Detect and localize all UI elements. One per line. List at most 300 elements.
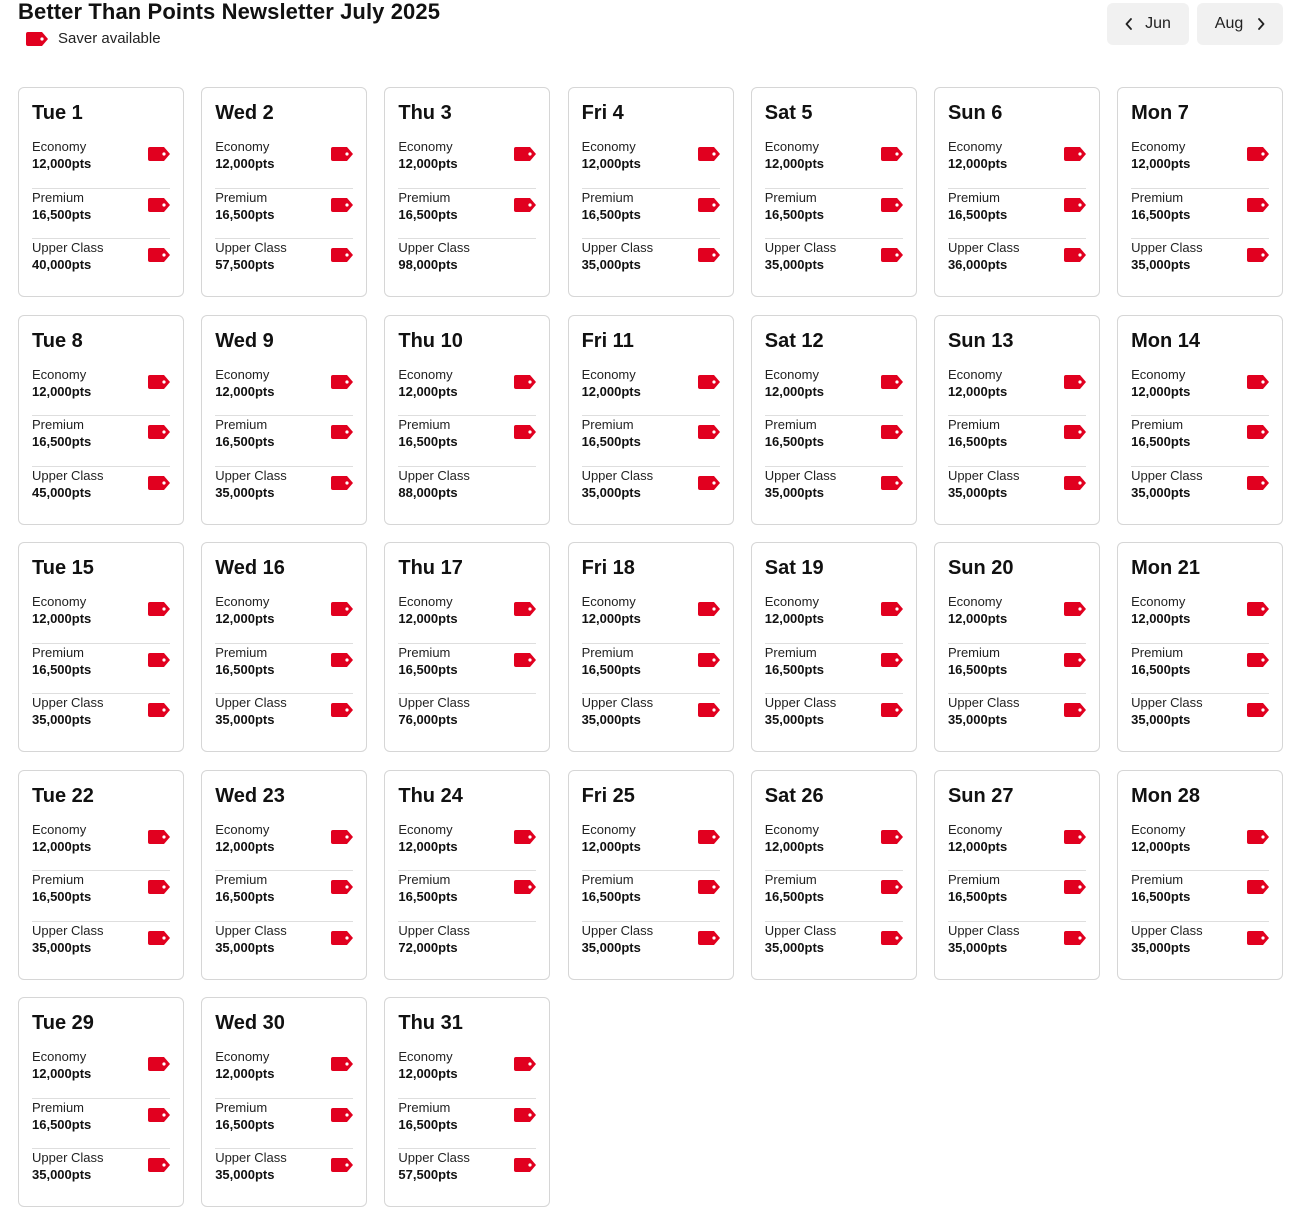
fare-class: Premium bbox=[947, 644, 1000, 660]
fare-points: 35,000pts bbox=[581, 939, 641, 955]
fare-row[interactable] bbox=[948, 416, 1086, 467]
fare-row[interactable] bbox=[32, 871, 170, 922]
tag-icon bbox=[514, 830, 536, 844]
fare-points: 12,000pts bbox=[215, 838, 275, 854]
fare-class: Economy bbox=[398, 821, 453, 837]
fare-class: Upper Class bbox=[581, 240, 654, 255]
fare-row[interactable] bbox=[398, 922, 536, 973]
fare-row[interactable] bbox=[215, 239, 353, 290]
fare-row[interactable] bbox=[765, 821, 903, 872]
fare-row[interactable] bbox=[765, 366, 903, 417]
day-card[interactable] bbox=[201, 770, 367, 980]
fare-row[interactable] bbox=[32, 416, 170, 467]
fare-row[interactable] bbox=[1131, 366, 1269, 417]
fare-class: Upper Class bbox=[398, 695, 470, 710]
fare-row[interactable] bbox=[1131, 138, 1269, 189]
fare-list bbox=[398, 1048, 536, 1200]
fare-class: Premium bbox=[764, 644, 817, 660]
fare-class: Upper Class bbox=[947, 240, 1020, 255]
fare-list bbox=[948, 138, 1086, 290]
fare-class: Economy bbox=[1131, 366, 1186, 382]
prev-month-label: Jun bbox=[1145, 15, 1171, 32]
fare-row[interactable] bbox=[765, 593, 903, 644]
fare-row[interactable] bbox=[215, 821, 353, 872]
fare-points: 35,000pts bbox=[581, 257, 641, 272]
fare-row[interactable] bbox=[398, 593, 536, 644]
fare-row[interactable] bbox=[215, 366, 353, 417]
fare-points: 16,500pts bbox=[398, 434, 458, 449]
fare-row[interactable] bbox=[765, 416, 903, 467]
fare-row[interactable] bbox=[765, 189, 903, 240]
fare-points: 16,500pts bbox=[215, 661, 275, 677]
tag-icon bbox=[1064, 880, 1086, 894]
day-card[interactable] bbox=[934, 87, 1100, 297]
day-label: Thu 3 bbox=[398, 102, 452, 124]
fare-class: Upper Class bbox=[215, 240, 287, 255]
day-label: Thu 10 bbox=[398, 329, 463, 352]
fare-row[interactable] bbox=[32, 694, 170, 745]
fare-row[interactable] bbox=[32, 239, 170, 290]
fare-points: 16,500pts bbox=[215, 434, 275, 449]
fare-class: Premium bbox=[32, 189, 85, 205]
fare-class: Upper Class bbox=[764, 922, 837, 938]
day-card[interactable] bbox=[751, 87, 917, 297]
fare-row[interactable] bbox=[582, 467, 720, 518]
fare-class: Upper Class bbox=[215, 467, 287, 483]
tag-icon bbox=[331, 375, 353, 389]
fare-row[interactable] bbox=[582, 821, 720, 872]
fare-row[interactable] bbox=[32, 138, 170, 189]
day-card[interactable] bbox=[568, 315, 734, 525]
fare-row[interactable] bbox=[948, 694, 1086, 745]
fare-points: 35,000pts bbox=[764, 257, 825, 272]
fare-points: 12,000pts bbox=[215, 1066, 275, 1081]
day-label: Wed 2 bbox=[215, 102, 274, 124]
fare-class: Upper Class bbox=[764, 695, 837, 710]
fare-points: 88,000pts bbox=[398, 484, 458, 500]
fare-class: Upper Class bbox=[764, 467, 837, 483]
fare-points: 12,000pts bbox=[215, 611, 275, 626]
fare-points: 12,000pts bbox=[764, 838, 825, 854]
fare-row[interactable] bbox=[765, 644, 903, 695]
fare-row[interactable] bbox=[398, 1149, 536, 1200]
fare-points: 35,000pts bbox=[215, 484, 275, 500]
fare-row[interactable] bbox=[398, 694, 536, 745]
day-card[interactable] bbox=[201, 87, 367, 297]
fare-points: 16,500pts bbox=[32, 1116, 92, 1132]
day-label: Mon 21 bbox=[1131, 557, 1201, 579]
day-card[interactable] bbox=[18, 542, 184, 752]
fare-points: 16,500pts bbox=[1131, 661, 1191, 677]
fare-row[interactable] bbox=[1131, 467, 1269, 518]
day-card[interactable] bbox=[934, 315, 1100, 525]
tag-icon bbox=[148, 476, 170, 490]
fare-row[interactable] bbox=[948, 467, 1086, 518]
tag-icon bbox=[698, 476, 720, 490]
fare-row[interactable] bbox=[765, 239, 903, 290]
fare-class: Economy bbox=[581, 821, 636, 837]
day-card[interactable] bbox=[18, 770, 184, 980]
fare-points: 12,000pts bbox=[764, 156, 825, 171]
fare-class: Premium bbox=[581, 189, 634, 205]
tag-icon bbox=[1064, 703, 1086, 717]
fare-row[interactable] bbox=[398, 138, 536, 189]
fare-class: Upper Class bbox=[32, 922, 104, 938]
tag-icon bbox=[1064, 198, 1086, 212]
fare-row[interactable] bbox=[32, 1099, 170, 1150]
day-card[interactable] bbox=[384, 315, 550, 525]
tag-icon bbox=[698, 880, 720, 894]
fare-class: Upper Class bbox=[398, 922, 470, 938]
fare-points: 16,500pts bbox=[1131, 206, 1191, 222]
fare-row[interactable] bbox=[948, 138, 1086, 189]
fare-points: 12,000pts bbox=[764, 611, 825, 626]
day-card[interactable] bbox=[568, 542, 734, 752]
fare-class: Upper Class bbox=[398, 240, 470, 255]
fare-points: 12,000pts bbox=[1131, 611, 1191, 626]
fare-class: Premium bbox=[1131, 417, 1184, 432]
fare-class: Premium bbox=[581, 417, 634, 432]
tag-icon bbox=[1064, 147, 1086, 161]
fare-points: 12,000pts bbox=[398, 156, 458, 171]
day-label: Tue 22 bbox=[32, 784, 94, 807]
day-label: Fri 18 bbox=[581, 557, 635, 579]
fare-row[interactable] bbox=[215, 922, 353, 973]
fare-row[interactable] bbox=[32, 644, 170, 695]
tag-icon bbox=[881, 931, 903, 945]
fare-points: 57,500pts bbox=[215, 257, 275, 272]
day-card[interactable] bbox=[751, 542, 917, 752]
fare-row[interactable] bbox=[582, 189, 720, 240]
fare-class: Upper Class bbox=[581, 922, 654, 938]
fare-row[interactable] bbox=[398, 416, 536, 467]
tag-icon bbox=[148, 425, 170, 439]
tag-icon bbox=[698, 931, 720, 945]
day-label: Sat 19 bbox=[764, 557, 824, 579]
fare-row[interactable] bbox=[398, 1099, 536, 1150]
fare-points: 12,000pts bbox=[581, 383, 641, 399]
fare-class: Upper Class bbox=[32, 1150, 104, 1165]
fare-class: Economy bbox=[215, 821, 270, 837]
fare-points: 35,000pts bbox=[32, 939, 92, 955]
fare-row[interactable] bbox=[398, 871, 536, 922]
fare-row[interactable] bbox=[1131, 821, 1269, 872]
fare-row[interactable] bbox=[765, 467, 903, 518]
fare-points: 35,000pts bbox=[32, 712, 92, 727]
fare-row[interactable] bbox=[582, 593, 720, 644]
fare-row[interactable] bbox=[948, 644, 1086, 695]
tag-icon bbox=[148, 931, 170, 945]
fare-points: 45,000pts bbox=[32, 484, 92, 500]
fare-row[interactable] bbox=[765, 922, 903, 973]
fare-class: Upper Class bbox=[581, 695, 654, 710]
fare-row[interactable] bbox=[1131, 593, 1269, 644]
fare-points: 12,000pts bbox=[947, 383, 1008, 399]
fare-points: 16,500pts bbox=[215, 206, 275, 222]
fare-list bbox=[765, 366, 903, 518]
day-card[interactable] bbox=[1117, 315, 1283, 525]
fare-row[interactable] bbox=[215, 416, 353, 467]
fare-row[interactable] bbox=[32, 922, 170, 973]
day-card[interactable] bbox=[568, 87, 734, 297]
fare-points: 16,500pts bbox=[398, 889, 458, 904]
fare-points: 57,500pts bbox=[398, 1167, 458, 1182]
fare-points: 12,000pts bbox=[1131, 156, 1191, 171]
fare-points: 12,000pts bbox=[398, 838, 458, 854]
fare-row[interactable] bbox=[32, 821, 170, 872]
fare-points: 35,000pts bbox=[215, 939, 275, 955]
fare-row[interactable] bbox=[948, 871, 1086, 922]
fare-row[interactable] bbox=[582, 871, 720, 922]
fare-row[interactable] bbox=[948, 593, 1086, 644]
fare-row[interactable] bbox=[32, 189, 170, 240]
fare-class: Economy bbox=[764, 821, 819, 837]
fare-class: Upper Class bbox=[215, 1150, 287, 1165]
fare-class: Premium bbox=[32, 644, 85, 660]
fare-row[interactable] bbox=[398, 1048, 536, 1099]
fare-class: Premium bbox=[764, 872, 817, 887]
tag-icon bbox=[148, 1158, 170, 1172]
fare-points: 12,000pts bbox=[398, 383, 458, 399]
tag-icon bbox=[1064, 248, 1086, 262]
fare-points: 16,500pts bbox=[215, 1116, 275, 1132]
fare-row[interactable] bbox=[32, 1048, 170, 1099]
fare-row[interactable] bbox=[32, 1149, 170, 1200]
fare-row[interactable] bbox=[582, 922, 720, 973]
fare-points: 16,500pts bbox=[32, 661, 92, 677]
fare-list bbox=[215, 366, 353, 518]
fare-row[interactable] bbox=[582, 694, 720, 745]
fare-row[interactable] bbox=[765, 138, 903, 189]
fare-points: 12,000pts bbox=[32, 156, 92, 171]
fare-class: Premium bbox=[1131, 644, 1184, 660]
fare-points: 12,000pts bbox=[32, 1066, 92, 1081]
fare-points: 16,500pts bbox=[398, 661, 458, 677]
fare-list bbox=[765, 138, 903, 290]
day-label: Sat 26 bbox=[764, 784, 824, 807]
fare-row[interactable] bbox=[32, 467, 170, 518]
tag-icon bbox=[1247, 653, 1269, 667]
day-card[interactable] bbox=[934, 542, 1100, 752]
day-card[interactable] bbox=[384, 87, 550, 297]
day-card[interactable] bbox=[201, 997, 367, 1207]
tag-icon bbox=[331, 602, 353, 616]
fare-row[interactable] bbox=[398, 239, 536, 290]
fare-points: 12,000pts bbox=[764, 383, 825, 399]
tag-icon bbox=[148, 1108, 170, 1122]
fare-points: 35,000pts bbox=[215, 1167, 275, 1182]
day-card[interactable] bbox=[18, 315, 184, 525]
fare-row[interactable] bbox=[948, 239, 1086, 290]
day-card[interactable] bbox=[384, 770, 550, 980]
tag-icon bbox=[698, 425, 720, 439]
fare-points: 16,500pts bbox=[581, 661, 641, 677]
fare-row[interactable] bbox=[215, 1149, 353, 1200]
tag-icon bbox=[1247, 602, 1269, 616]
fare-points: 35,000pts bbox=[581, 484, 641, 500]
day-card[interactable] bbox=[18, 997, 184, 1207]
fare-points: 16,500pts bbox=[215, 889, 275, 904]
tag-icon bbox=[881, 602, 903, 616]
page-title: Better Than Points Newsletter July 2025 bbox=[18, 0, 441, 24]
tag-icon bbox=[881, 476, 903, 490]
fare-row[interactable] bbox=[215, 138, 353, 189]
fare-row[interactable] bbox=[582, 366, 720, 417]
day-card[interactable] bbox=[201, 315, 367, 525]
fare-class: Economy bbox=[947, 821, 1003, 837]
day-label: Thu 24 bbox=[398, 784, 463, 807]
fare-points: 16,500pts bbox=[947, 661, 1008, 677]
fare-row[interactable] bbox=[215, 694, 353, 745]
day-label: Wed 23 bbox=[215, 784, 285, 807]
tag-icon bbox=[148, 1057, 170, 1071]
fare-row[interactable] bbox=[398, 644, 536, 695]
fare-class: Upper Class bbox=[947, 467, 1020, 483]
prev-month-button[interactable] bbox=[1107, 3, 1189, 45]
fare-row[interactable] bbox=[948, 189, 1086, 240]
fare-row[interactable] bbox=[765, 694, 903, 745]
fare-row[interactable] bbox=[32, 366, 170, 417]
day-card[interactable] bbox=[1117, 87, 1283, 297]
chevron-left-icon bbox=[1125, 18, 1133, 30]
fare-row[interactable] bbox=[215, 467, 353, 518]
day-label: Wed 9 bbox=[215, 329, 274, 352]
fare-row[interactable] bbox=[215, 593, 353, 644]
tag-icon bbox=[514, 375, 536, 389]
day-label: Sat 12 bbox=[764, 329, 824, 352]
fare-list bbox=[32, 821, 170, 973]
tag-icon bbox=[1247, 198, 1269, 212]
day-label: Thu 31 bbox=[398, 1012, 463, 1034]
fare-row[interactable] bbox=[398, 821, 536, 872]
next-month-button[interactable] bbox=[1197, 3, 1283, 45]
day-label: Tue 8 bbox=[32, 329, 83, 352]
tag-icon bbox=[331, 248, 353, 262]
fare-class: Upper Class bbox=[1131, 240, 1203, 255]
tag-icon bbox=[331, 931, 353, 945]
fare-list bbox=[582, 138, 720, 290]
fare-row[interactable] bbox=[948, 922, 1086, 973]
fare-class: Premium bbox=[32, 872, 85, 887]
fare-points: 12,000pts bbox=[32, 611, 92, 626]
day-card[interactable] bbox=[751, 770, 917, 980]
tag-icon bbox=[1247, 880, 1269, 894]
fare-class: Economy bbox=[215, 139, 270, 154]
fare-class: Premium bbox=[215, 872, 268, 887]
fare-class: Upper Class bbox=[215, 695, 287, 710]
day-card[interactable] bbox=[18, 87, 184, 297]
tag-icon bbox=[698, 653, 720, 667]
fare-row[interactable] bbox=[1131, 189, 1269, 240]
fare-points: 16,500pts bbox=[947, 889, 1008, 904]
fare-class: Premium bbox=[581, 644, 634, 660]
fare-list bbox=[582, 593, 720, 745]
fare-row[interactable] bbox=[398, 366, 536, 417]
day-card[interactable] bbox=[201, 542, 367, 752]
fare-row[interactable] bbox=[582, 644, 720, 695]
fare-row[interactable] bbox=[398, 189, 536, 240]
fare-class: Upper Class bbox=[581, 467, 654, 483]
tag-icon bbox=[148, 375, 170, 389]
fare-class: Upper Class bbox=[947, 695, 1020, 710]
fare-points: 12,000pts bbox=[32, 838, 92, 854]
fare-points: 12,000pts bbox=[398, 1066, 458, 1081]
tag-icon bbox=[881, 147, 903, 161]
fare-row[interactable] bbox=[1131, 416, 1269, 467]
tag-icon bbox=[514, 880, 536, 894]
fare-class: Economy bbox=[398, 594, 453, 609]
fare-list bbox=[398, 593, 536, 745]
day-card[interactable] bbox=[384, 997, 550, 1207]
fare-row[interactable] bbox=[582, 138, 720, 189]
fare-row[interactable] bbox=[948, 366, 1086, 417]
legend bbox=[26, 30, 161, 47]
fare-row[interactable] bbox=[215, 871, 353, 922]
fare-row[interactable] bbox=[215, 189, 353, 240]
day-label: Wed 16 bbox=[215, 557, 285, 579]
fare-class: Economy bbox=[215, 366, 270, 382]
fare-class: Economy bbox=[215, 594, 270, 609]
fare-list bbox=[215, 138, 353, 290]
tag-icon bbox=[1064, 653, 1086, 667]
fare-row[interactable] bbox=[948, 821, 1086, 872]
tag-icon bbox=[514, 1108, 536, 1122]
fare-points: 35,000pts bbox=[1131, 484, 1191, 500]
fare-class: Economy bbox=[764, 139, 819, 154]
fare-row[interactable] bbox=[1131, 239, 1269, 290]
fare-row[interactable] bbox=[215, 1048, 353, 1099]
day-card[interactable] bbox=[384, 542, 550, 752]
fare-class: Premium bbox=[764, 189, 817, 205]
fare-row[interactable] bbox=[215, 644, 353, 695]
day-card[interactable] bbox=[568, 770, 734, 980]
tag-icon bbox=[331, 830, 353, 844]
fare-row[interactable] bbox=[1131, 871, 1269, 922]
tag-icon bbox=[514, 602, 536, 616]
fare-row[interactable] bbox=[582, 416, 720, 467]
tag-icon bbox=[331, 476, 353, 490]
fare-list bbox=[32, 1048, 170, 1200]
fare-row[interactable] bbox=[398, 467, 536, 518]
fare-row[interactable] bbox=[1131, 644, 1269, 695]
day-card[interactable] bbox=[934, 770, 1100, 980]
tag-icon bbox=[514, 198, 536, 212]
fare-points: 35,000pts bbox=[1131, 939, 1191, 955]
fare-row[interactable] bbox=[1131, 694, 1269, 745]
day-card[interactable] bbox=[1117, 770, 1283, 980]
tag-icon bbox=[881, 653, 903, 667]
fare-class: Upper Class bbox=[32, 695, 104, 710]
day-card[interactable] bbox=[1117, 542, 1283, 752]
tag-icon bbox=[1064, 375, 1086, 389]
tag-icon bbox=[148, 147, 170, 161]
day-card[interactable] bbox=[751, 315, 917, 525]
fare-row[interactable] bbox=[582, 239, 720, 290]
fare-row[interactable] bbox=[215, 1099, 353, 1150]
day-label: Sun 13 bbox=[947, 329, 1014, 352]
day-label: Mon 7 bbox=[1131, 102, 1189, 124]
fare-row[interactable] bbox=[1131, 922, 1269, 973]
fare-points: 16,500pts bbox=[581, 206, 641, 222]
fare-points: 35,000pts bbox=[215, 712, 275, 727]
tag-icon bbox=[331, 198, 353, 212]
fare-points: 16,500pts bbox=[764, 206, 825, 222]
fare-row[interactable] bbox=[765, 871, 903, 922]
day-label: Thu 17 bbox=[398, 557, 463, 579]
fare-row[interactable] bbox=[32, 593, 170, 644]
fare-list bbox=[948, 821, 1086, 973]
fare-class: Premium bbox=[32, 1099, 85, 1115]
